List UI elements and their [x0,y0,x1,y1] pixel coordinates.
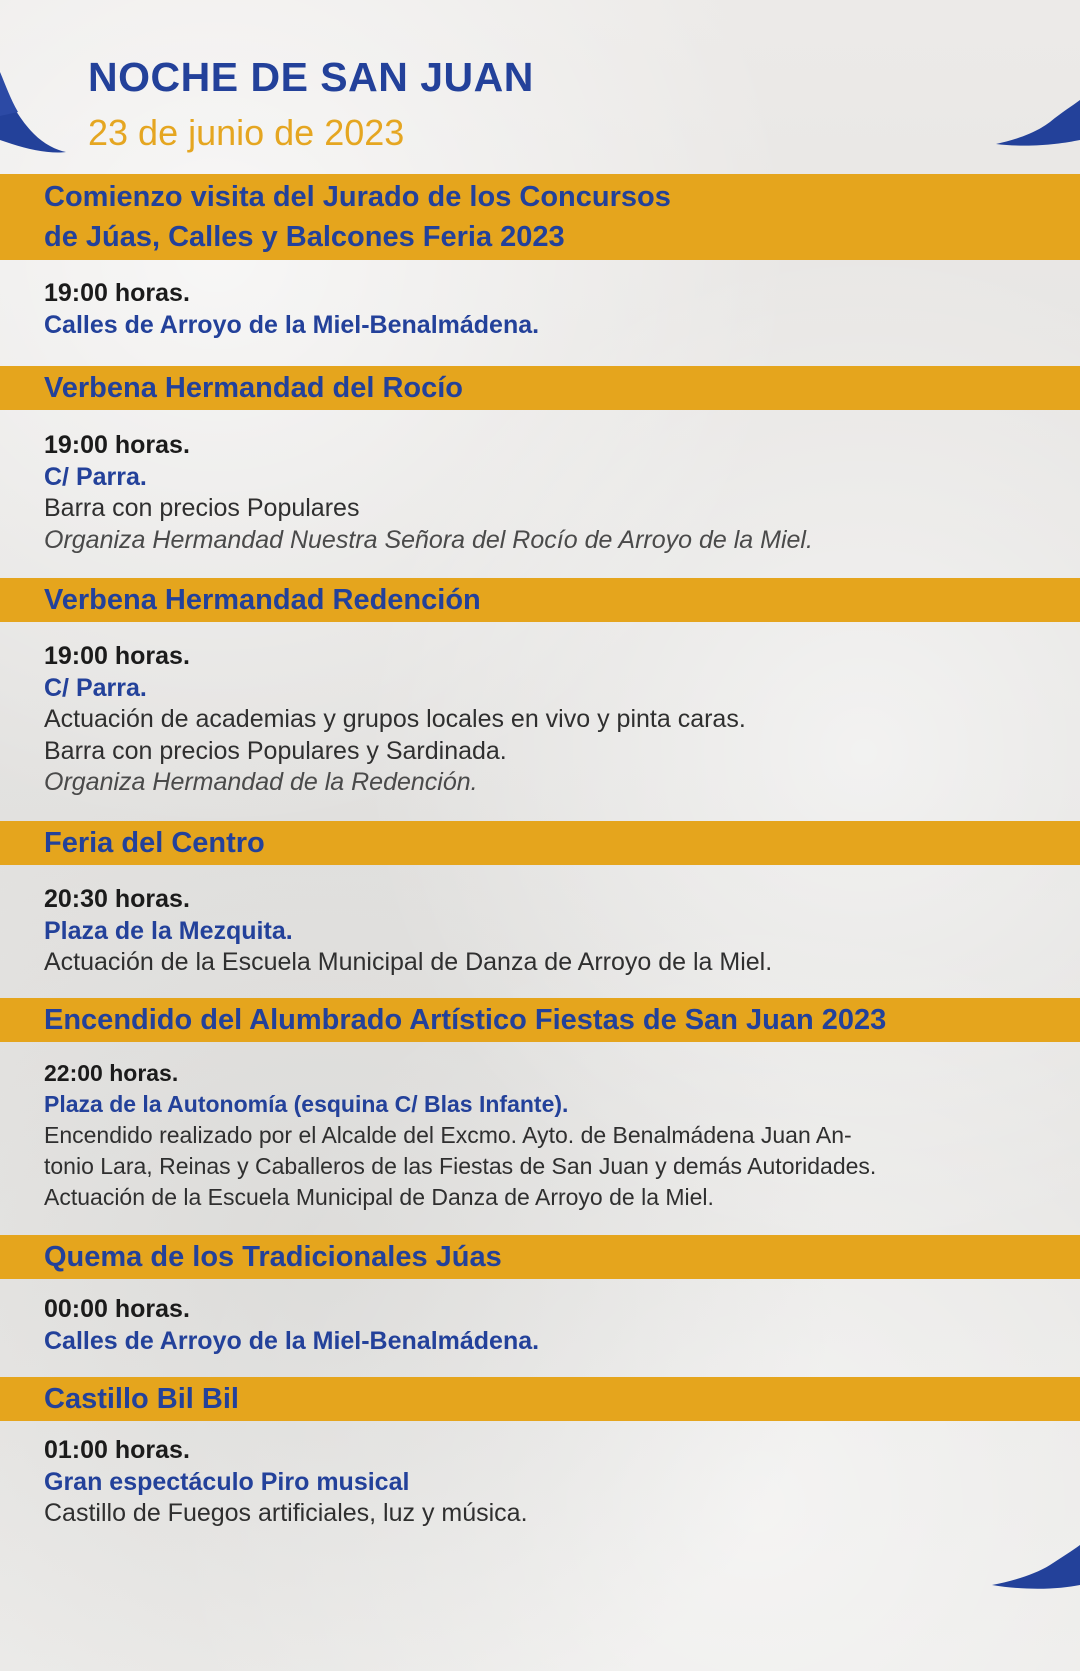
event-place: Plaza de la Autonomía (esquina C/ Blas Infante). [44,1091,569,1117]
event-place: Plaza de la Mezquita. [44,916,293,945]
event-date: 23 de junio de 2023 [88,112,405,153]
event-heading-line: Comienzo visita del Jurado de los Concursos [44,181,671,213]
event-heading-line: Verbena Hermandad del Rocío [44,372,464,404]
blue-brushstroke-right-top [990,100,1080,156]
event-heading-rocio [0,366,1080,410]
event-heading-alumbrado [0,998,1080,1042]
blue-brushstroke-right-bottom [988,1545,1080,1597]
event-time: 22:00 horas. [44,1060,179,1086]
event-details-alumbrado [44,1058,1074,1213]
event-heading-line: Quema de los Tradicionales Júas [44,1241,502,1273]
event-organizer: Organiza Hermandad de la Redención. [44,768,478,796]
event-place: C/ Parra. [44,462,147,491]
event-heading-quema [0,1235,1080,1279]
event-heading-line: Castillo Bil Bil [44,1383,239,1415]
event-heading-line: Feria del Centro [44,827,265,859]
event-time: 19:00 horas. [44,431,190,459]
event-description: Actuación de la Escuela Municipal de Danza de Arroyo de la Miel. [44,948,773,976]
event-heading-line: Verbena Hermandad Redención [44,584,481,616]
event-heading-redencion [0,578,1080,622]
event-description: Barra con precios Populares y Sardinada. [44,736,507,765]
event-details-redencion [44,641,1074,799]
event-details-rocio [44,430,1074,556]
event-organizer: Organiza Hermandad Nuestra Señora del Rocío de Arroyo de la Miel. [44,525,813,554]
event-description: Castillo de Fuegos artificiales, luz y música. [44,1499,528,1527]
event-place: Gran espectáculo Piro musical [44,1467,410,1496]
event-place: Calles de Arroyo de la Miel-Benalmádena. [44,1326,540,1355]
event-heading-jurado [0,174,1080,260]
event-time: 01:00 horas. [44,1436,190,1464]
event-details-quema [44,1294,1074,1357]
event-description: Actuación de la Escuela Municipal de Danza de Arroyo de la Miel. [44,1184,714,1210]
event-description: Encendido realizado por el Alcalde del Excmo. Ayto. de Benalmádena Juan An- [44,1122,852,1148]
event-time: 19:00 horas. [44,642,190,670]
event-description: Barra con precios Populares [44,494,360,522]
event-place: Calles de Arroyo de la Miel-Benalmádena. [44,310,540,339]
event-details-feria-centro [44,884,1074,979]
event-time: 00:00 horas. [44,1295,190,1323]
event-place: C/ Parra. [44,673,147,702]
event-description: tonio Lara, Reinas y Caballeros de las Fiestas de San Juan y demás Autoridades. [44,1153,877,1179]
event-description: Actuación de academias y grupos locales en vivo y pinta caras. [44,705,746,733]
blue-brushstroke-left [0,72,70,154]
event-heading-line: Encendido del Alumbrado Artístico Fiestas de San Juan 2023 [44,1004,887,1036]
event-details-castillo [44,1435,1074,1530]
page-title: NOCHE DE SAN JUAN [88,54,534,100]
event-heading-castillo [0,1377,1080,1421]
event-time: 20:30 horas. [44,885,190,913]
event-heading-line: de Júas, Calles y Balcones Feria 2023 [44,221,565,253]
event-heading-feria-centro [0,821,1080,865]
event-details-jurado [44,278,1074,341]
event-time: 19:00 horas. [44,279,190,307]
